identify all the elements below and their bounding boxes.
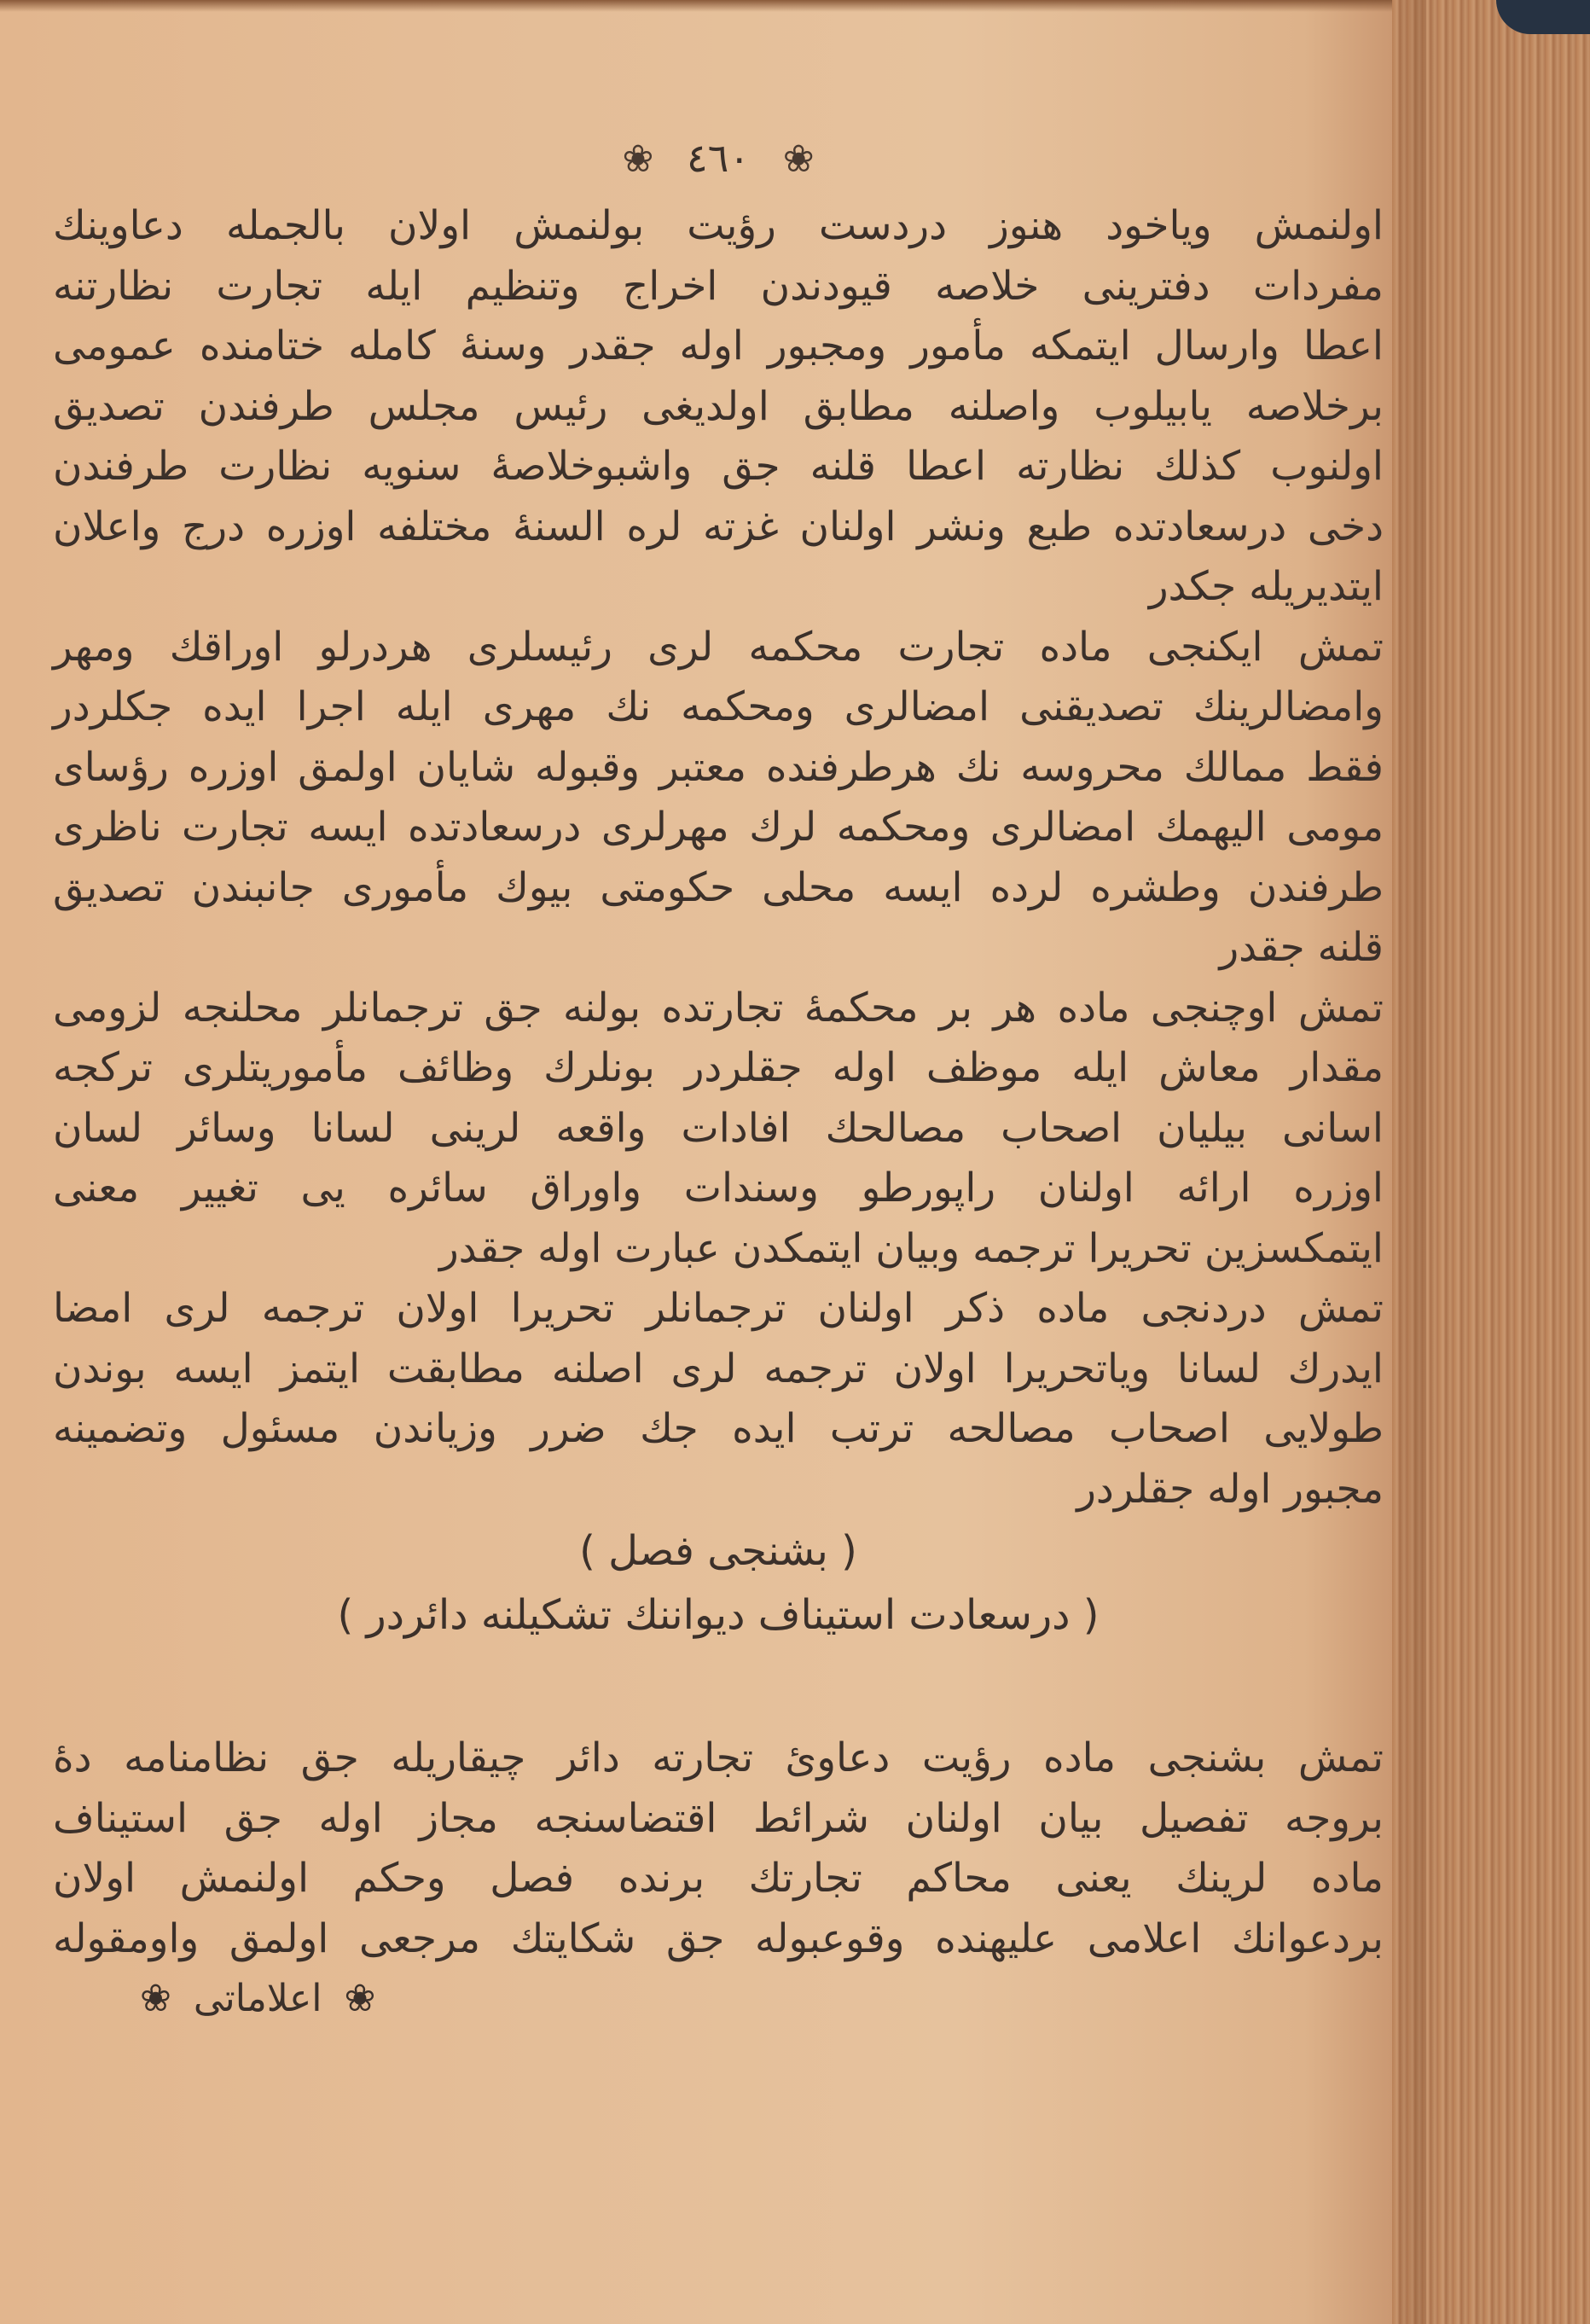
article-62 [53, 618, 1384, 979]
text-line: بردعوانك اعلامى عليهنده وقوعبوله جق شكايتك مرجعى اولمق واومقوله [53, 1914, 1384, 1962]
section-spacer [53, 1647, 1384, 1728]
text-line: مقدار معاش ايله موظف اوله جقلردر بونلرك وظائف مأموريتلرى تركجه [53, 1044, 1384, 1091]
catchword-text: اعلاماتى [193, 1977, 322, 2020]
paragraph-continuation [53, 196, 1384, 618]
ornament-right-icon: ❀ [782, 137, 815, 181]
page-text [53, 128, 1384, 2029]
text-line: تمش ايكنجى ماده تجارت محكمه لرى رئيسلرى هردرلو اوراقك ومهر [53, 623, 1384, 671]
ornament-right-icon: ❀ [344, 1977, 376, 2020]
text-line: اوزره ارائه اولنان راپورطو وسندات واوراق سائره يى تغيير معنى [53, 1165, 1384, 1211]
article-65 [53, 1728, 1384, 1969]
top-edge-shadow [0, 0, 1392, 12]
text-line: اولنمش وياخود هنوز دردست رؤيت بولنمش اولان بالجمله دعاوينك [53, 202, 1384, 249]
text-line: ايدرك لسانا وياتحريرا اولان ترجمه لرى اصلنه مطابقت ايتمز ايسه بوندن [53, 1345, 1384, 1392]
text-line: ماده لرينك يعنى محاكم تجارتك برنده فصل وحكم اولنمش اولان [53, 1855, 1384, 1902]
ornament-left-icon: ❀ [140, 1977, 171, 2020]
section-title: ( بشنجى فصل ) [579, 1527, 857, 1575]
page-edges-stack [1392, 0, 1590, 2324]
text-line: وامضالرينك تصديقنى امضالرى ومحكمه نك مهرى ايله اجرا ايده جكلردر [53, 683, 1384, 730]
text-line: اسانى بيليان اصحاب مصالحك افادات واقعه لرينى لسانا وسائر لسان [53, 1104, 1384, 1152]
text-line: قلنه جقدر [1219, 924, 1384, 971]
text-line: اولنوب كذلك نظارته اعطا قلنه جق واشبوخلاصهٔ سنويه نظارت طرفندن [53, 443, 1384, 490]
section-subtitle: ( درسعادت استيناف ديواننك تشكيلنه دائردر ) [337, 1591, 1100, 1639]
text-line: طرفندن وطشره لرده ايسه محلى حكومتى بيوك مأمورى جانبندن تصديق [53, 863, 1384, 911]
catchword [53, 1969, 1384, 2029]
text-line: مجبور اوله جقلردر [1076, 1465, 1384, 1513]
text-line: تمش دردنجى ماده ذكر اولنان ترجمانلر تحريرا اولان ترجمه لرى امضا [53, 1285, 1384, 1332]
text-line: فقط ممالك محروسه نك هرطرفنده معتبر وقبوله شايان اولمق اوزره رؤساى [53, 743, 1384, 791]
article-63 [53, 979, 1384, 1280]
text-line: دخى درسعادتده طبع ونشر اولنان غزته لره السنهٔ مختلفه اوزره درج واعلان [53, 503, 1384, 550]
text-line: برخلاصه يابيلوب واصلنه مطابق اولديغى رئيس مجلس طرفندن تصديق [53, 382, 1384, 430]
text-line: طولايى اصحاب مصالحه ترتب ايده جك ضرر وزياندن مسئول وتضمينه [53, 1405, 1384, 1452]
text-line: تمش اوچنجى ماده هر بر محكمهٔ تجارتده بولنه جق ترجمانلر محلنجه لزومى [53, 984, 1384, 1031]
text-line: اعطا وارسال ايتمكه مأمور ومجبور اوله جقدر وسنهٔ كامله ختامنده عمومى [53, 322, 1384, 369]
article-64 [53, 1279, 1384, 1519]
page-header [53, 128, 1384, 188]
page-number: ٤٦٠ [686, 135, 751, 181]
text-line: بروجه تفصيل بيان اولنان شرائط اقتضاسنجه مجاز اوله جق استيناف [53, 1794, 1384, 1842]
ornament-left-icon: ❀ [622, 137, 654, 181]
text-line: ايتديريله جكدر [1148, 563, 1384, 610]
text-line: مفردات دفترينى خلاصه قيودندن اخراج وتنظيم ايله تجارت نظارتنه [53, 262, 1384, 310]
text-line: مومى اليهمك امضالرى ومحكمه لرك مهرلرى درسعادتده ايسه تجارت ناظرى [53, 804, 1384, 851]
text-line: تمش بشنجى ماده رؤيت دعاوىٔ تجارته دائر چيقاريله جق نظامنامه دهٔ [53, 1734, 1384, 1781]
text-line: ايتمكسزين تحريرا ترجمه وبيان ايتمكدن عبارت اوله جقدر [438, 1224, 1384, 1272]
